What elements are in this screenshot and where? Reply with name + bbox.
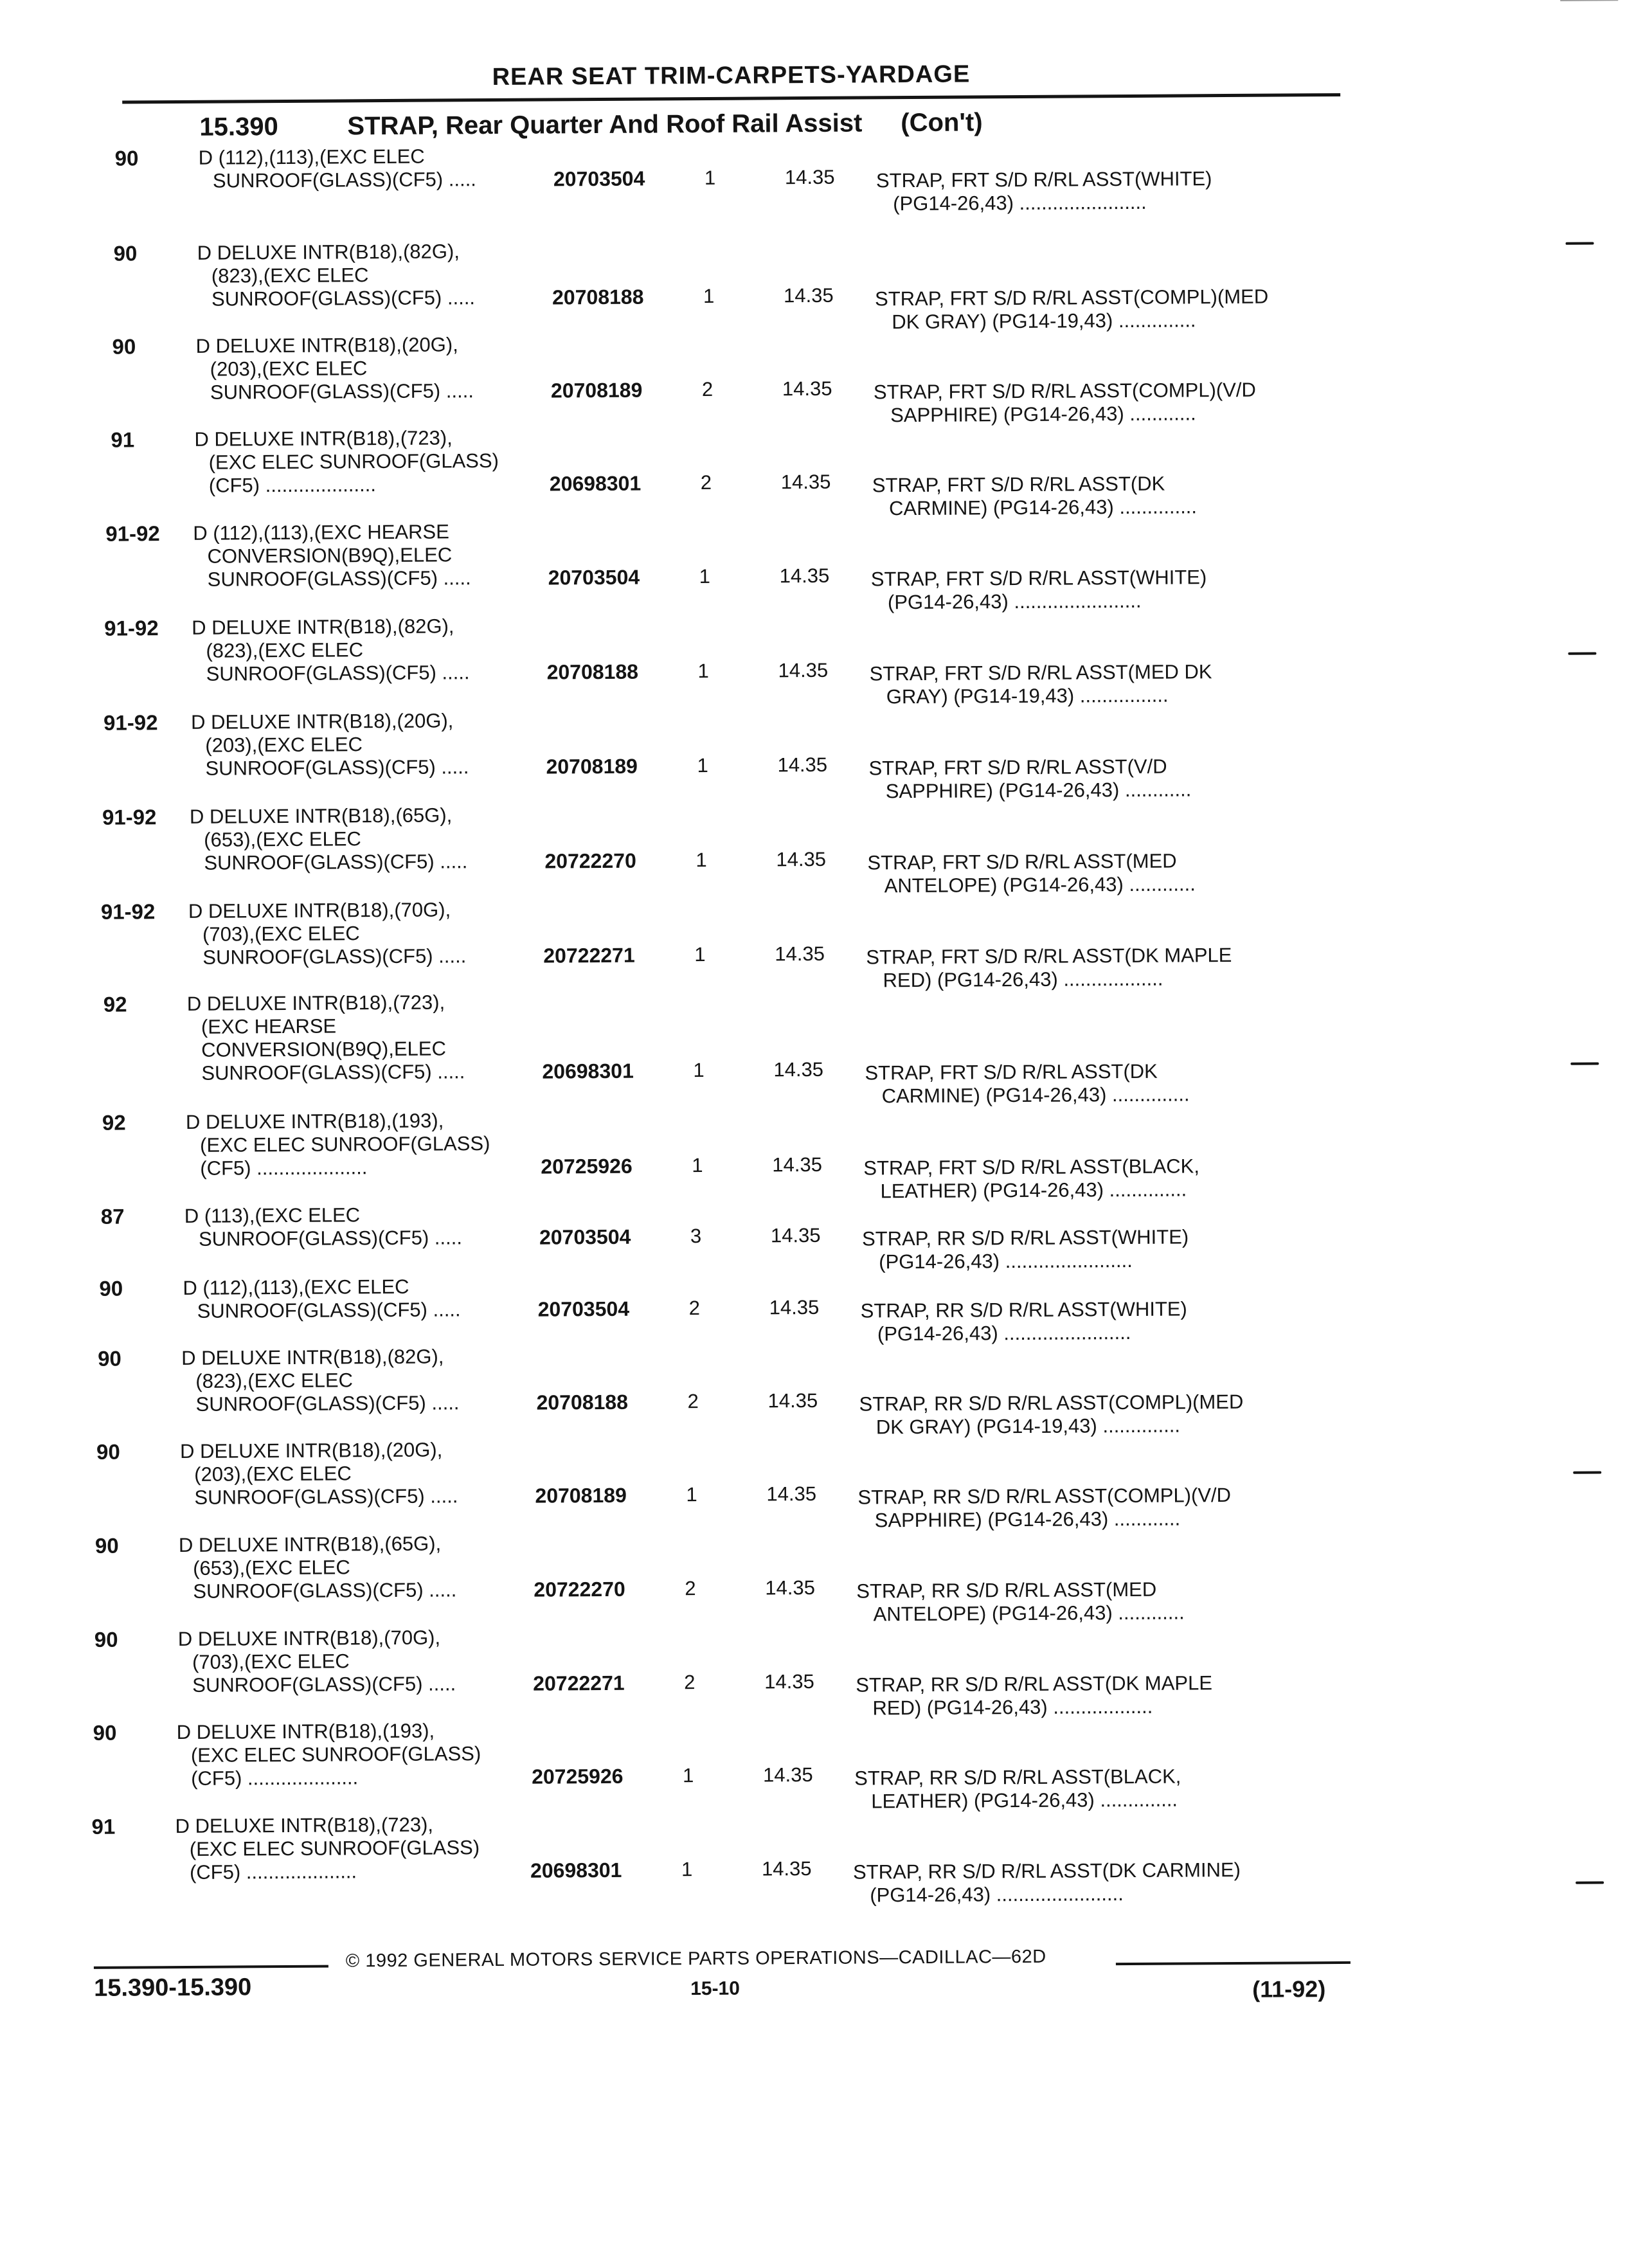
part-description [863,1155,1199,1203]
part-description-line: STRAP, RR S/D R/RL ASST(COMPL)(MED [859,1390,1244,1416]
part-number: 20708188 [536,1390,629,1414]
part-description-line: CARMINE) (PG14-26,43) .............. [888,495,1198,520]
part-description-line: STRAP, RR S/D R/RL ASST(COMPL)(V/D [857,1484,1232,1509]
margin-mark [1566,242,1594,245]
part-description [876,167,1212,215]
part-description [872,472,1197,520]
usage-line: D DELUXE INTR(B18),(82G), [197,240,460,264]
quantity: 1 [697,659,709,683]
group-number: 14.35 [766,1482,817,1506]
part-description-line: STRAP, FRT S/D R/RL ASST(MED [867,849,1177,874]
usage-line: SUNROOF(GLASS)(CF5) ..... [204,850,468,874]
usage-description [190,804,468,875]
usage-line: (823),(EXC ELEC [211,264,369,287]
section-heading [199,108,982,141]
header-rule [122,93,1340,104]
usage-line: D DELUXE INTR(B18),(20G), [195,333,458,357]
quantity: 1 [696,848,707,872]
quantity: 2 [700,471,712,494]
usage-line: (203),(EXC ELEC [210,357,368,381]
usage-line: D DELUXE INTR(B18),(65G), [189,804,453,828]
footer-copyright: © 1992 GENERAL MOTORS SERVICE PARTS OPERATIONS—CADILLAC—62D [345,1946,1046,1972]
part-description-line: ANTELOPE) (PG14-26,43) ............ [884,872,1196,897]
model-year: 87 [100,1204,125,1228]
usage-line: SUNROOF(GLASS)(CF5) ..... [193,1578,457,1603]
part-description-line: STRAP, FRT S/D R/RL ASST(WHITE) [875,167,1212,192]
part-number: 20703504 [548,565,640,590]
usage-line: SUNROOF(GLASS)(CF5) ..... [197,1298,461,1322]
usage-line: CONVERSION(B9Q),ELEC [207,543,453,568]
part-description-line: (PG14-26,43) ....................... [877,1320,1131,1346]
part-description [867,849,1196,897]
part-description-line: STRAP, FRT S/D R/RL ASST(COMPL)(MED [874,285,1269,310]
usage-line: D (112),(113),(EXC ELEC [198,145,425,169]
group-number: 14.35 [761,1857,812,1880]
group-number: 14.35 [769,1295,820,1319]
quantity: 1 [699,564,711,588]
part-description-line: CARMINE) (PG14-26,43) .............. [881,1083,1190,1108]
part-description-line: RED) (PG14-26,43) .................. [883,967,1163,992]
group-number: 14.35 [783,284,834,307]
usage-line: D DELUXE INTR(B18),(723), [175,1813,434,1838]
model-year: 90 [112,334,136,359]
usage-line: D (113),(EXC ELEC [184,1203,361,1227]
group-number: 14.35 [780,470,831,494]
part-description-line: STRAP, RR S/D R/RL ASST(WHITE) [860,1297,1187,1322]
table-row [0,608,1622,708]
part-description-line: GRAY) (PG14-19,43) ................ [886,683,1169,708]
model-year: 90 [98,1346,121,1371]
page-title: REAR SEAT TRIM-CARPETS-YARDAGE [492,60,971,91]
group-number: 14.35 [784,165,835,189]
part-description-line: STRAP, FRT S/D R/RL ASST(COMPL)(V/D [873,378,1256,404]
part-number: 20722271 [533,1671,625,1695]
usage-line: D DELUXE INTR(B18),(82G), [192,615,454,639]
part-description-line: RED) (PG14-26,43) .................. [872,1695,1153,1720]
part-description-line: DK GRAY) (PG14-19,43) .............. [892,309,1196,334]
quantity: 3 [690,1225,702,1248]
table-row [0,891,1624,992]
model-year: 91-92 [104,616,159,640]
usage-line: SUNROOF(GLASS)(CF5) ..... [211,286,476,310]
usage-line: (CF5) .................... [200,1156,368,1180]
part-description-line: ANTELOPE) (PG14-26,43) ............ [873,1601,1185,1626]
table-row [4,1806,1625,1907]
model-year: 90 [113,241,138,266]
part-description-line: (PG14-26,43) ....................... [870,1882,1124,1907]
part-number: 20703504 [537,1297,630,1321]
usage-description [197,240,476,311]
usage-line: SUNROOF(GLASS)(CF5) ..... [194,1484,458,1509]
model-year: 90 [93,1720,117,1745]
quantity: 1 [693,1059,705,1082]
usage-description [177,1719,481,1790]
table-row [0,1102,1625,1203]
quantity: 1 [704,166,716,189]
footer-rule-left [94,1965,328,1969]
part-description-line: STRAP, FRT S/D R/RL ASST(DK [872,472,1165,497]
footer-section-range: 15.390-15.390 [93,1974,252,2002]
part-description-line: STRAP, FRT S/D R/RL ASST(BLACK, [863,1155,1200,1180]
quantity: 1 [697,753,708,777]
part-number: 20708189 [546,754,638,779]
margin-mark [1573,1472,1601,1474]
part-description [870,660,1212,708]
table-row [0,797,1623,897]
usage-description [192,615,470,686]
usage-line: (203),(EXC ELEC [194,1462,352,1486]
usage-line: (CF5) .................... [191,1766,359,1790]
group-number: 14.35 [764,1670,814,1693]
group-number: 14.35 [772,1153,822,1176]
usage-line: (203),(EXC ELEC [205,733,363,757]
table-row [0,326,1620,427]
part-description [853,1859,1241,1907]
table-row [0,702,1622,803]
model-year: 91-92 [103,710,158,735]
usage-line: (823),(EXC ELEC [195,1369,354,1392]
usage-description [186,1109,490,1180]
model-year: 90 [94,1533,119,1558]
part-description [875,285,1269,334]
model-year: 91 [91,1814,116,1839]
model-year: 90 [94,1627,118,1652]
part-description-line: STRAP, RR S/D R/RL ASST(WHITE) [861,1225,1189,1250]
footer-date: (11-92) [1252,1976,1326,2003]
usage-description [180,1438,458,1509]
group-number: 14.35 [779,564,830,588]
model-year: 91-92 [102,805,157,829]
quantity: 1 [692,1154,703,1177]
usage-description [179,1532,457,1603]
table-row [4,1712,1625,1813]
usage-line: CONVERSION(B9Q),ELEC [201,1037,447,1061]
usage-description [195,333,474,404]
usage-line: SUNROOF(GLASS)(CF5) ..... [202,944,467,969]
part-description-line: DK GRAY) (PG14-19,43) .............. [875,1414,1181,1439]
scan-edge-mark [1560,0,1618,1]
usage-line: SUNROOF(GLASS)(CF5) ..... [210,379,474,404]
part-number: 20708188 [546,660,639,684]
usage-line: (EXC ELEC SUNROOF(GLASS) [208,449,499,474]
quantity: 1 [683,1764,694,1787]
margin-mark [1568,652,1596,655]
usage-line: (653),(EXC ELEC [204,827,361,851]
usage-line: D DELUXE INTR(B18),(20G), [190,709,454,734]
quantity: 2 [688,1297,701,1320]
usage-description [184,1203,462,1251]
usage-line: D (112),(113),(EXC HEARSE [193,520,449,544]
part-number: 20698301 [542,1059,634,1083]
part-description [865,1059,1189,1108]
group-number: 14.35 [778,658,829,682]
usage-line: D DELUXE INTR(B18),(65G), [178,1532,442,1557]
group-number: 14.35 [782,377,832,401]
part-description-line: (PG14-26,43) ....................... [893,190,1147,215]
part-description-line: (PG14-26,43) ....................... [879,1248,1133,1274]
usage-line: (823),(EXC ELEC [206,638,364,662]
part-description-line: (PG14-26,43) ....................... [887,589,1142,614]
usage-description [181,1345,460,1416]
part-number: 20725926 [541,1154,633,1178]
footer-page-number: 15-10 [690,1977,740,2000]
model-year: 91-92 [105,521,160,546]
group-number: 14.35 [770,1223,821,1247]
part-description [856,1578,1185,1626]
part-description-line: STRAP, FRT S/D R/RL ASST(MED DK [869,660,1212,685]
usage-description [175,1813,480,1884]
part-description-line: STRAP, RR S/D R/RL ASST(DK CARMINE) [852,1858,1241,1884]
usage-line: D DELUXE INTR(B18),(70G), [188,898,451,923]
table-row [0,233,1619,334]
table-row [3,1525,1625,1626]
usage-line: D DELUXE INTR(B18),(723), [194,426,453,451]
usage-line: D DELUXE INTR(B18),(193), [176,1719,435,1744]
usage-description [188,898,467,969]
table-row [1,1268,1625,1346]
part-description-line: LEATHER) (PG14-26,43) .............. [880,1178,1187,1203]
part-description [862,1225,1189,1274]
section-number: 15.390 [199,113,278,141]
usage-description [194,426,499,498]
margin-mark [1576,1882,1604,1884]
usage-line: (703),(EXC ELEC [202,922,360,946]
usage-line: (EXC ELEC SUNROOF(GLASS) [190,1742,481,1767]
usage-line: D DELUXE INTR(B18),(20G), [179,1438,443,1463]
quantity: 1 [681,1858,693,1881]
section-continued: (Con't) [901,108,983,138]
usage-line: D DELUXE INTR(B18),(723), [186,991,445,1015]
usage-description [187,991,465,1085]
usage-line: SUNROOF(GLASS)(CF5) ..... [198,1226,463,1250]
part-description-line: STRAP, FRT S/D R/RL ASST(DK MAPLE [866,944,1232,969]
table-row [1,1338,1625,1439]
group-number: 14.35 [776,847,827,871]
usage-line: D (112),(113),(EXC ELEC [183,1275,409,1299]
part-description-line: LEATHER) (PG14-26,43) .............. [871,1788,1178,1813]
model-year: 92 [102,1110,126,1135]
part-description-line: STRAP, RR S/D R/RL ASST(MED [856,1578,1157,1603]
part-description [871,566,1207,614]
quantity: 2 [701,377,714,401]
quantity: 1 [703,284,715,308]
usage-description [191,709,469,780]
quantity: 2 [685,1577,696,1600]
margin-mark [1570,1063,1599,1065]
usage-line: D DELUXE INTR(B18),(70G), [177,1626,441,1651]
part-description-line: STRAP, RR S/D R/RL ASST(DK MAPLE [856,1671,1213,1697]
usage-description [199,145,476,193]
usage-line: (EXC ELEC SUNROOF(GLASS) [189,1836,480,1860]
part-description-line: STRAP, RR S/D R/RL ASST(BLACK, [854,1765,1181,1790]
model-year: 91 [111,428,135,452]
table-row [1,1196,1625,1274]
usage-line: (CF5) .................... [208,473,377,497]
part-description-line: SAPPHIRE) (PG14-26,43) ............ [885,778,1192,803]
usage-line: SUNROOF(GLASS)(CF5) ..... [212,168,476,192]
part-description [874,379,1256,428]
usage-line: SUNROOF(GLASS)(CF5) ..... [195,1391,460,1416]
part-number: 20708188 [552,285,644,309]
model-year: 90 [96,1439,120,1464]
group-number: 14.35 [775,942,825,966]
model-year: 90 [114,146,139,170]
model-year: 92 [103,992,127,1016]
part-description [859,1390,1243,1439]
usage-line: SUNROOF(GLASS)(CF5) ..... [201,1060,465,1084]
group-number: 14.35 [773,1058,824,1081]
table-row [0,513,1621,614]
part-number: 20708189 [550,378,643,402]
table-row [0,419,1621,520]
usage-line: (653),(EXC ELEC [193,1556,350,1580]
usage-line: (EXC HEARSE [201,1014,337,1038]
usage-line: (CF5) .................... [189,1860,357,1884]
part-description [861,1297,1188,1346]
part-number: 20698301 [549,471,642,496]
usage-line: SUNROOF(GLASS)(CF5) ..... [192,1672,456,1697]
part-number: 20703504 [553,166,645,191]
model-year: 90 [99,1276,123,1300]
table-row [0,984,1624,1108]
part-description [854,1765,1181,1814]
part-description [857,1484,1231,1533]
quantity: 1 [694,943,706,966]
quantity: 1 [686,1483,697,1506]
part-description [866,944,1232,992]
group-number: 14.35 [763,1763,813,1787]
part-number: 20722270 [534,1577,625,1601]
group-number: 14.35 [765,1576,816,1599]
part-number: 20703504 [539,1225,631,1249]
usage-line: D DELUXE INTR(B18),(193), [185,1109,444,1133]
part-description-line: STRAP, FRT S/D R/RL ASST(WHITE) [870,566,1207,591]
part-description [868,755,1191,803]
usage-line: D DELUXE INTR(B18),(82G), [181,1345,444,1370]
usage-line: SUNROOF(GLASS)(CF5) ..... [205,755,469,780]
part-description-line: SAPPHIRE) (PG14-26,43) ............ [874,1507,1181,1532]
usage-description [178,1626,456,1697]
usage-description [193,520,471,591]
part-description-line: STRAP, FRT S/D R/RL ASST(V/D [868,755,1167,780]
part-number: 20722271 [543,943,635,968]
section-name: STRAP, Rear Quarter And Roof Rail Assist [347,109,863,141]
part-number: 20698301 [530,1858,622,1882]
usage-line: SUNROOF(GLASS)(CF5) ..... [206,661,470,685]
table-row [3,1619,1625,1720]
usage-line: SUNROOF(GLASS)(CF5) ..... [207,566,471,591]
part-description [856,1671,1212,1720]
footer-rule-right [1116,1961,1351,1965]
usage-description [183,1275,460,1323]
part-number: 20722270 [544,849,636,873]
table-row [2,1431,1625,1532]
group-number: 14.35 [768,1389,818,1412]
usage-line: (EXC ELEC SUNROOF(GLASS) [200,1132,490,1156]
part-number: 20708189 [535,1483,627,1508]
usage-line: (703),(EXC ELEC [192,1650,350,1673]
model-year: 91-92 [100,899,156,924]
quantity: 2 [687,1390,699,1413]
part-description-line: STRAP, FRT S/D R/RL ASST(DK [865,1059,1158,1084]
group-number: 14.35 [777,753,828,777]
part-number: 20725926 [532,1764,624,1788]
quantity: 2 [684,1671,696,1694]
part-description-line: SAPPHIRE) (PG14-26,43) ............ [890,402,1196,427]
